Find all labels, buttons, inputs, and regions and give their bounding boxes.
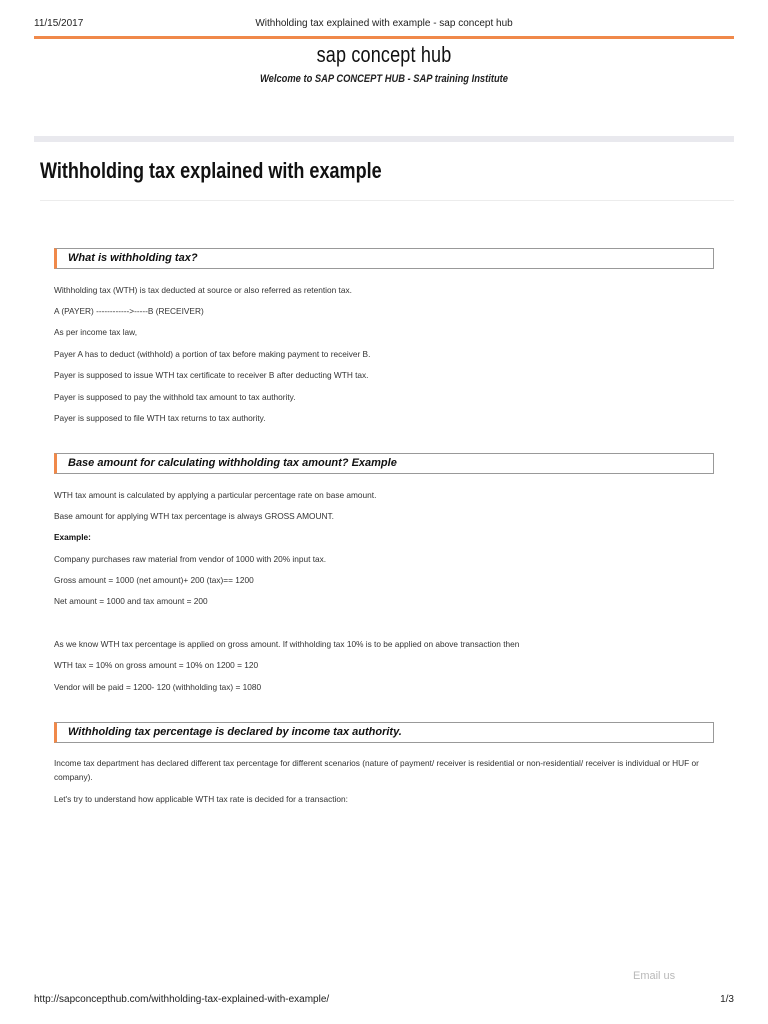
print-date: 11/15/2017 [34, 18, 84, 29]
header-accent-rule [34, 36, 734, 39]
paragraph: Net amount = 1000 and tax amount = 200 [54, 596, 208, 606]
section-heading-box [54, 722, 714, 743]
email-us-link[interactable]: Email us [633, 970, 676, 982]
paragraph: As per income tax law, [54, 327, 138, 337]
paragraph: Base amount for applying WTH tax percentage is always GROSS AMOUNT. [54, 511, 334, 521]
paragraph: Vendor will be paid = 1200- 120 (withholding tax) = 1080 [54, 682, 262, 692]
paragraph: Let's try to understand how applicable WTH tax rate is decided for a transaction: [54, 794, 348, 804]
section-heading-box [54, 248, 714, 269]
page-number: 1/3 [720, 994, 734, 1005]
site-tagline: Welcome to SAP CONCEPT HUB - SAP training Institute [260, 73, 508, 85]
paragraph: Gross amount = 1000 (net amount)+ 200 (tax)== 1200 [54, 575, 254, 585]
paragraph: WTH tax amount is calculated by applying a particular percentage rate on base amount. [54, 490, 377, 500]
paragraph: Company purchases raw material from vendor of 1000 with 20% input tax. [54, 554, 327, 564]
paragraph: Payer is supposed to file WTH tax returns to tax authority. [54, 413, 266, 423]
paragraph: WTH tax = 10% on gross amount = 10% on 1200 = 120 [54, 660, 259, 670]
section-heading: What is withholding tax? [68, 252, 198, 264]
section-heading-box [54, 453, 714, 474]
section-heading: Withholding tax percentage is declared by income tax authority. [68, 726, 402, 738]
print-doc-title: Withholding tax explained with example - sap concept hub [255, 18, 513, 29]
paragraph: Withholding tax (WTH) is tax deducted at source or also referred as retention tax. [54, 285, 352, 295]
paragraph: As we know WTH tax percentage is applied on gross amount. If withholding tax 10% is to be applied on above transaction then [54, 639, 520, 649]
paragraph: Payer A has to deduct (withhold) a portion of tax before making payment to receiver B. [54, 349, 371, 359]
site-title[interactable]: sap concept hub [316, 42, 452, 67]
print-url[interactable]: http://sapconcepthub.com/withholding-tax-explained-with-example/ [34, 994, 330, 1005]
paragraph: Income tax department has declared different tax percentage for different scenarios (nature of payment/ receiver is residential or non-residential/ receiver is individual or HUF or company). [54, 758, 699, 782]
paragraph: Payer is supposed to pay the withhold tax amount to tax authority. [54, 392, 296, 402]
section-heading: Base amount for calculating withholding tax amount? Example [68, 457, 397, 469]
nav-divider-bar [34, 136, 734, 142]
paragraph: Payer is supposed to issue WTH tax certificate to receiver B after deducting WTH tax. [54, 370, 369, 380]
paragraph: A (PAYER) ------------>-----B (RECEIVER) [54, 306, 204, 316]
example-label: Example: [54, 532, 91, 542]
post-title: Withholding tax explained with example [40, 158, 382, 183]
title-divider [40, 200, 734, 201]
